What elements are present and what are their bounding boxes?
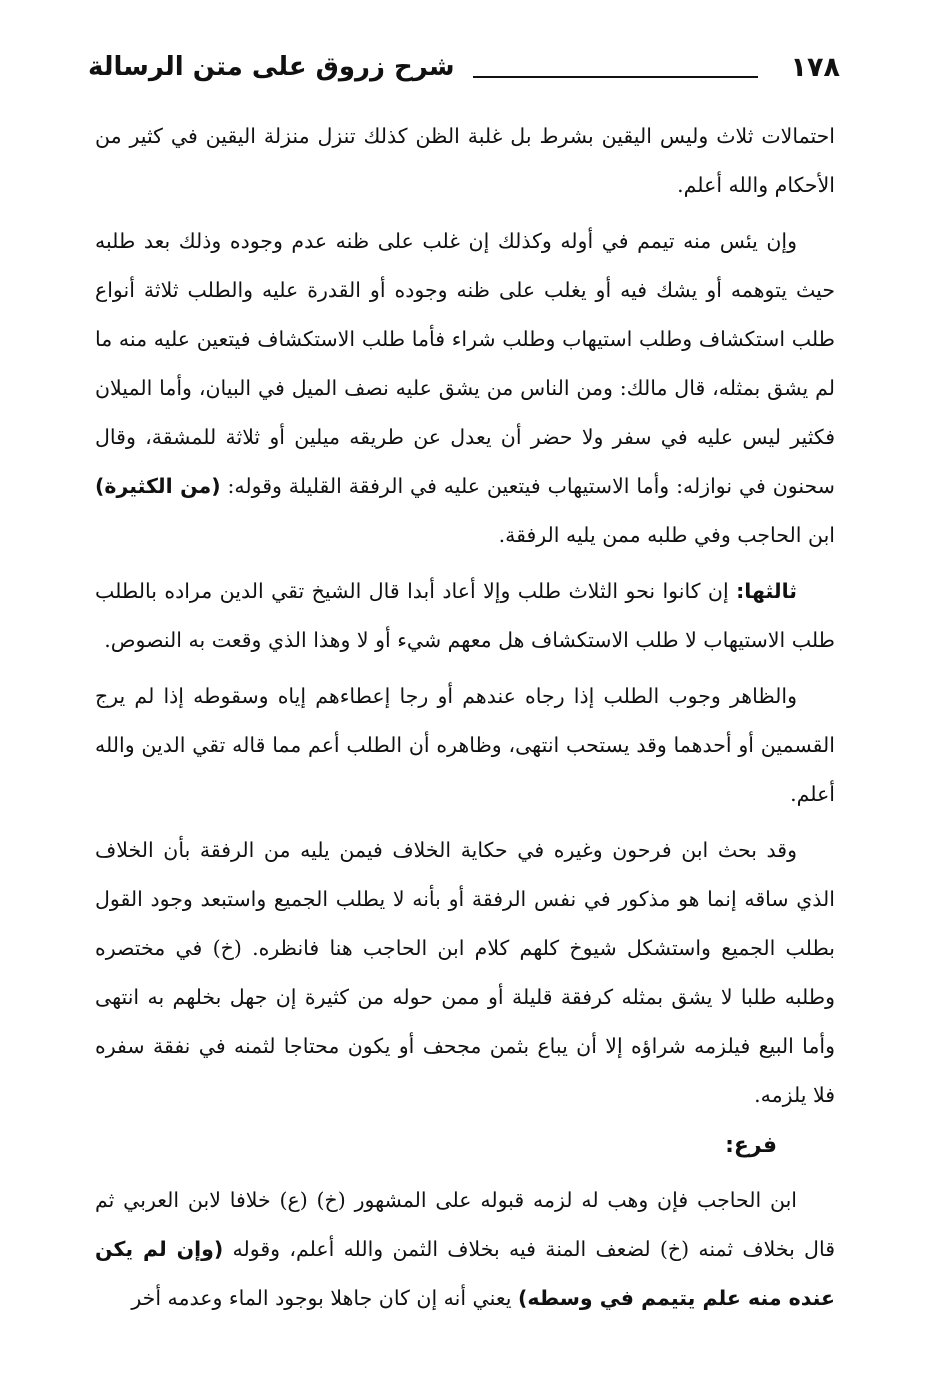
paragraph-text: والظاهر وجوب الطلب إذا رجاه عندهم أو رجا إعطاءهم إياه وسقوطه إذا لم يرج القسمين أو أحدهما وقد يستحب انتهى، وظاهره أن الطلب أعم مما قاله تقي الدين والله أعلم.	[95, 684, 835, 806]
bold-quote: (من الكثيرة)	[95, 474, 221, 498]
bold-lead-word: ثالثها:	[736, 579, 797, 603]
page-body	[95, 112, 835, 1330]
paragraph-text: احتمالات ثلاث وليس اليقين بشرط بل غلبة الظن كذلك تنزل منزلة اليقين في كثير من الأحكام والله أعلم.	[95, 124, 835, 197]
paragraph-5	[95, 826, 835, 1120]
paragraph-text-after: إن كانوا نحو الثلاث طلب وإلا أعاد أبدا قال الشيخ تقي الدين مراده بالطلب طلب الاستيهاب لا طلب الاستكشاف هل معهم شيء أو لا وهذا الذي وقعت به النصوص.	[95, 579, 835, 652]
paragraph-text: ابن الحاجب فإن وهب له لزمه قبوله على المشهور (خ) (ع) خلافا لابن العربي ثم قال بخلاف ثمنه (خ) لضعف المنة فيه بخلاف الثمن والله أعلم، وقوله	[95, 1188, 835, 1261]
running-title: شرح زروق على متن الرسالة	[88, 52, 455, 82]
section-subheading: فرع:	[725, 1133, 777, 1158]
paragraph-6	[95, 1176, 835, 1323]
header-rule	[473, 76, 758, 78]
paragraph-text: وإن يئس منه تيمم في أوله وكذلك إن غلب على ظنه عدم وجوده وذلك بعد طلبه حيث يتوهمه أو يشك فيه أو يغلب على ظنه وجوده أو القدرة عليه والطلب ثلاثة أنواع طلب استكشاف وطلب استيهاب وطلب شراء فأما طلب الاستكشاف فيتعين عليه منه ما لم يشق بمثله، قال مالك: ومن الناس من يشق عليه نصف الميل في البيان، وأما الميلان فكثير ليس عليه في سفر ولا حضر أن يعدل عن طريقه ميلين أو ثلاثة للمشقة، وقال سحنون في نوازله: وأما الاستيهاب فيتعين عليه في الرفقة القليلة وقوله:	[95, 229, 835, 498]
page-header	[88, 52, 848, 102]
paragraph-text-after: ابن الحاجب وفي طلبه ممن يليه الرفقة.	[498, 523, 835, 547]
bold-quote: (وإن لم يكن عنده منه علم يتيمم في وسطه)	[95, 1237, 835, 1310]
paragraph-text-after: يعني أنه إن كان جاهلا بوجود الماء وعدمه أخر	[131, 1286, 512, 1310]
paragraph-3	[95, 567, 835, 665]
paragraph-4	[95, 672, 835, 819]
page-number: ١٧٨	[790, 52, 840, 83]
paragraph-2	[95, 217, 835, 560]
paragraph-text: وقد بحث ابن فرحون وغيره في حكاية الخلاف فيمن يليه من الرفقة بأن الخلاف الذي ساقه إنما هو مذكور في نفس الرفقة أو بأنه لا يطلب الجميع واستبعد وجود القول بطلب الجميع واستشكل شيوخ كلهم كلام ابن الحاجب هنا فانظره. (خ) في مختصره وطلبه طلبا لا يشق بمثله كرفقة قليلة أو ممن حوله من كثيرة إن جهل بخلهم به انتهى وأما البيع فيلزمه شراؤه إلا أن يباع بثمن مجحف أو يكون محتاجا لثمنه في نفقة سفره فلا يلزمه.	[95, 838, 835, 1107]
paragraph-1	[95, 112, 835, 210]
